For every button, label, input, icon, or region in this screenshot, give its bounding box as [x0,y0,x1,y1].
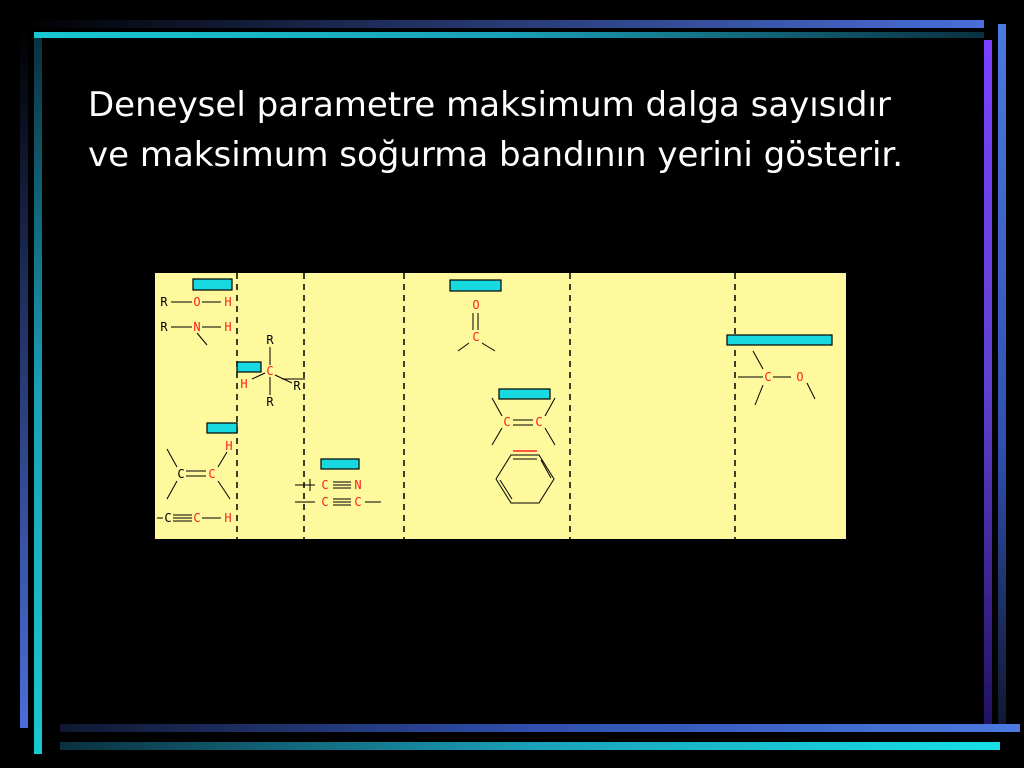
bonds [157,302,815,521]
atom-label: O [796,370,804,384]
atom-label: H [224,511,232,525]
ir-absorption-diagram [155,273,846,539]
left-decor-bar-dark [20,28,28,728]
atom-label: R [160,320,168,334]
atom-label: R [293,379,301,393]
atom-label: C [321,478,329,492]
atom-label: C [321,495,329,509]
band-marker-ch-alkane [237,362,261,372]
band-marker-alkene [499,389,550,399]
bottom-decor-bar-blue [60,724,1020,732]
ir-diagram-svg [155,273,846,539]
band-marker-ether [727,335,832,345]
band-marker-alkene-ch [207,423,237,433]
atom-label: C [193,511,201,525]
atom-label: C [354,495,362,509]
band-marker-oh [193,279,232,290]
atom-label: C [164,511,172,525]
right-decor-bar-violet [984,40,992,730]
atom-label: C [177,467,185,481]
atom-label: C [266,364,274,378]
atom-label: H [224,320,232,334]
band-marker-carbonyl [450,280,501,291]
atom-label: O [472,298,480,312]
atom-label: H [224,295,232,309]
left-decor-bar-cyan [34,38,42,754]
slide-title-line-2: ve maksimum soğurma bandının yerini gösterir. [88,135,904,175]
bottom-decor-bar-cyan [60,742,1000,750]
atom-label: C [535,415,543,429]
slide-title [88,80,968,180]
atom-label: C [764,370,772,384]
atom-label: R [266,333,274,347]
atom-label: C [503,415,511,429]
atom-label: C [472,330,480,344]
right-decor-bar-blue [998,24,1006,724]
atom-label: N [354,478,362,492]
atom-label: O [193,295,201,309]
atom-label: R [160,295,168,309]
top-decor-bar-dark [20,20,984,28]
slide-title-line-1: Deneysel parametre maksimum dalga sayısıdır [88,85,891,125]
top-decor-bar-cyan [34,32,984,38]
band-marker-triple-bond [321,459,359,469]
region-dividers [237,273,735,539]
atom-label: R [266,395,274,409]
atom-label: H [240,377,248,391]
atom-label: C [208,467,216,481]
atom-label: H [225,439,233,453]
atom-label: N [193,320,201,334]
